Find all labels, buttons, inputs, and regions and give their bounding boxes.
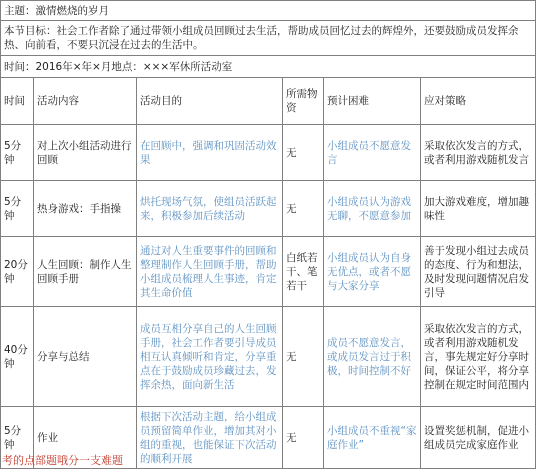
strategy-cell: 采取依次发言的方式，或者利用游戏随机发言 (421, 125, 536, 181)
time-cell: 5分钟 (1, 407, 34, 469)
column-header: 预计困难 (324, 78, 421, 125)
materials-cell: 无 (283, 181, 324, 237)
strategy-cell: 加大游戏难度，增加趣味性 (421, 181, 536, 237)
materials-cell: 白纸若干、笔若干 (283, 237, 324, 307)
purpose-cell: 通过对人生重要事件的回顾和整理制作人生回顾手册，帮助小组成员梳理人生事迹，肯定其生命价值 (137, 237, 283, 307)
table-row (1, 181, 536, 237)
table-header-row (1, 78, 536, 125)
difficulty-cell: 成员不愿意发言，或成员发言过于积极，时间控制不好 (324, 307, 421, 407)
content-cell: 作业 (34, 407, 137, 469)
purpose-cell: 在回顾中，强调和巩固活动效果 (137, 125, 283, 181)
footer-fragment: 考的点部题哦分一支难题 (2, 454, 123, 467)
content-cell: 热身游戏：手指操 (34, 181, 137, 237)
activity-table (0, 77, 536, 469)
plan-header-table (0, 0, 536, 78)
theme-line: 主题：激情燃烧的岁月 (1, 1, 536, 21)
materials-cell: 无 (283, 307, 324, 407)
table-row (1, 307, 536, 407)
time-cell: 20分钟 (1, 237, 34, 307)
purpose-cell: 根据下次活动主题，给小组成员预留简单作业，增加其对小组的重视，也能保证下次活动的顺利开展 (137, 407, 283, 469)
strategy-cell: 善于发现小组过去成员的态度、行为和想法，及时发现问题情况启发引导 (421, 237, 536, 307)
time-cell: 40分钟 (1, 307, 34, 407)
time-cell: 5分钟 (1, 181, 34, 237)
table-row (1, 125, 536, 181)
time-cell: 5分钟 (1, 125, 34, 181)
strategy-cell: 设置奖惩机制，促进小组成员完成家庭作业 (421, 407, 536, 469)
goal-text: 本节目标：社会工作者除了通过带领小组成员回顾过去生活，帮助成员回忆过去的辉煌外，还要鼓励成员发挥余热、向前看，不要只沉浸在过去的生活中。 (1, 21, 536, 56)
materials-cell: 无 (283, 407, 324, 469)
content-cell: 对上次小组活动进行回顾 (34, 125, 137, 181)
materials-cell: 无 (283, 125, 324, 181)
column-header: 时间 (1, 78, 34, 125)
difficulty-cell: 小组成员认为自身无优点，或者不愿与大家分享 (324, 237, 421, 307)
content-cell: 人生回顾：制作人生回顾手册 (34, 237, 137, 307)
column-header: 所需物资 (283, 78, 324, 125)
purpose-cell: 烘托现场气氛，使组员活跃起来，积极参加后续活动 (137, 181, 283, 237)
difficulty-cell: 小组成员认为游戏无聊，不愿意参加 (324, 181, 421, 237)
strategy-cell: 采取依次发言的方式，或者利用游戏随机发言，事先规定好分享时间，保证公平，将分享控制在规定时间范围内 (421, 307, 536, 407)
purpose-cell: 成员互相分享自己的人生回顾手册，社会工作者要引导成员相互认真倾听和肯定，分享重点在于鼓励成员珍藏过去，发挥余热，面向新生活 (137, 307, 283, 407)
content-cell: 分享与总结 (34, 307, 137, 407)
time-place-line: 时间：2016年×年×月地点：×××军休所活动室 (1, 56, 536, 78)
column-header: 应对策略 (421, 78, 536, 125)
difficulty-cell: 小组成员不重视“家庭作业” (324, 407, 421, 469)
column-header: 活动目的 (137, 78, 283, 125)
table-row (1, 237, 536, 307)
column-header: 活动内容 (34, 78, 137, 125)
difficulty-cell: 小组成员不愿意发言 (324, 125, 421, 181)
